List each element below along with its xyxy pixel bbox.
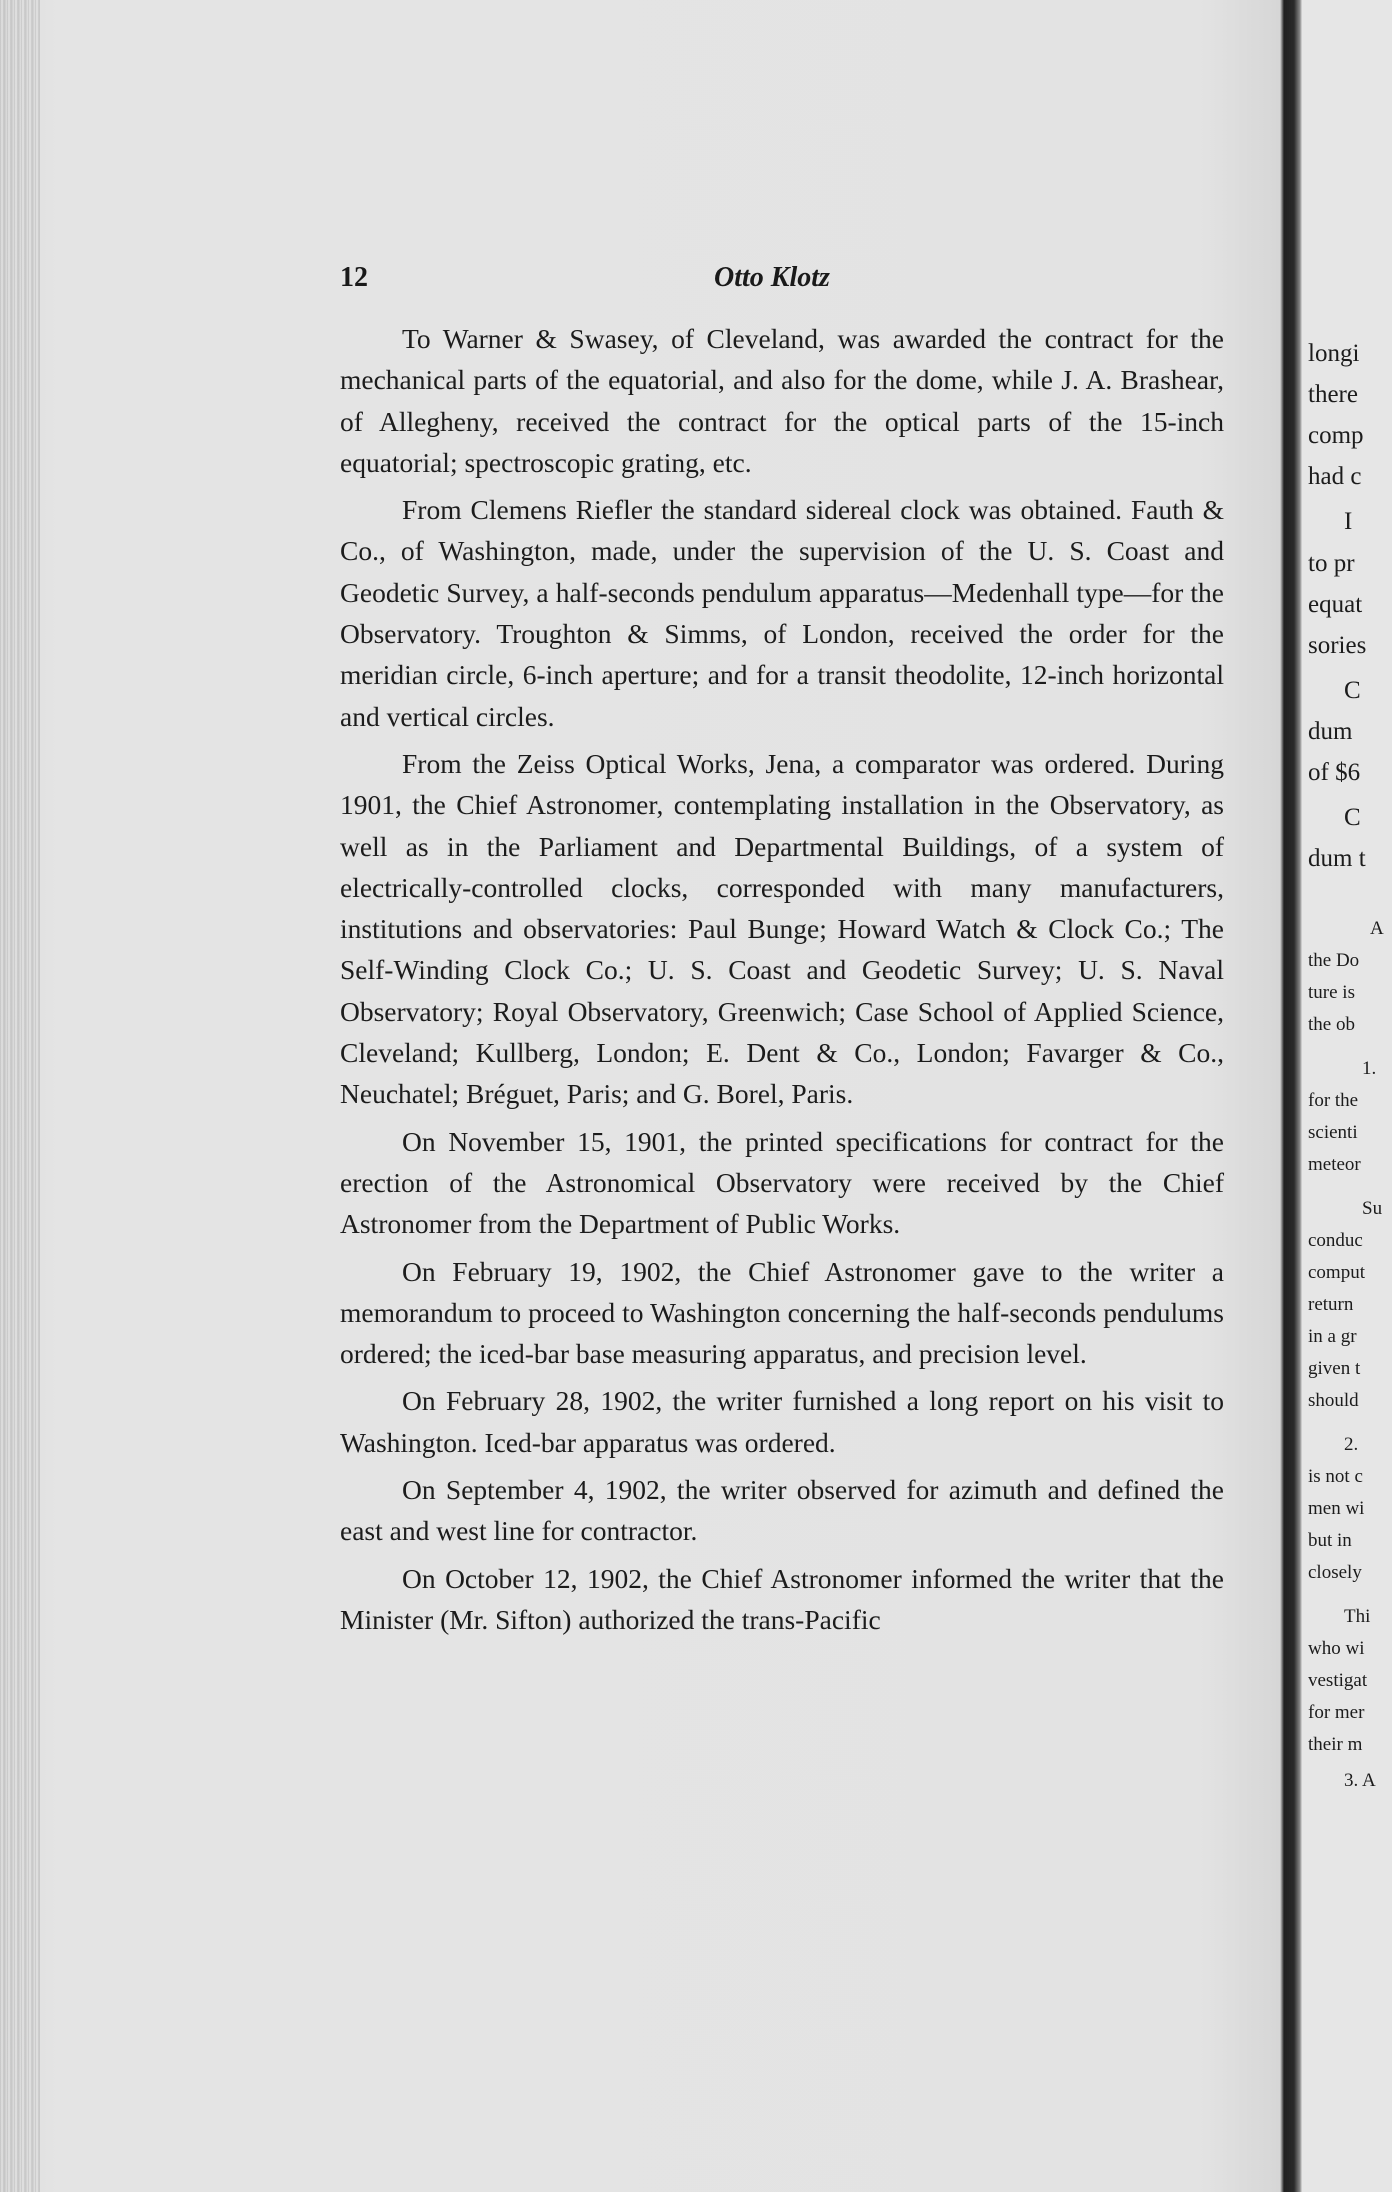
- facing-page-small-line: Su: [1362, 1198, 1383, 1219]
- facing-page-small-line: men wi: [1308, 1498, 1365, 1519]
- book-gutter: [1280, 0, 1302, 2192]
- paragraph-riefler-clock: From Clemens Riefler the standard sidereal clock was obtained. Fauth & Co., of Washington, made, under the supervision of the U. S. Coast and Geodetic Survey, a half-seconds pendulum apparatus—Medenhall type—for the Observatory. Troughton & Simms, of London, received the order for the meridian circle, 6-inch aperture; and for a transit theodolite, 12-inch horizontal and vertical circles.: [340, 494, 1224, 732]
- facing-page-small-line: given t: [1308, 1358, 1361, 1379]
- paragraph-october-1902: On October 12, 1902, the Chief Astronomer informed the writer that the Minister (Mr. Sifton) authorized the trans-Pacific: [340, 1562, 1224, 1635]
- facing-page-line: sories: [1308, 632, 1367, 659]
- facing-page-line: dum: [1308, 718, 1353, 745]
- facing-page-line: to pr: [1308, 550, 1355, 577]
- facing-page-small-line: comput: [1308, 1262, 1365, 1283]
- facing-page-line: equat: [1308, 591, 1363, 618]
- facing-page-line: had c: [1308, 463, 1362, 490]
- paragraph-warner-swasey: To Warner & Swasey, of Cleveland, was awarded the contract for the mechanical parts of the equatorial, and also for the dome, while J. A. Brashear, of Allegheny, received the contract for the optical parts of the 15-inch equatorial; spectroscopic grating, etc.: [340, 323, 1224, 478]
- facing-page-small-line: the ob: [1308, 1014, 1355, 1035]
- facing-page-small-line: 2.: [1344, 1434, 1359, 1455]
- paragraph-november-1901: On November 15, 1901, the printed specifications for contract for the erection of the Astronomical Observatory were received by the Chief Astronomer from the Department of Public Works.: [340, 1125, 1224, 1240]
- left-page-edge: [0, 0, 40, 2192]
- facing-page-small-line: conduc: [1308, 1230, 1363, 1251]
- facing-page-line: C: [1344, 804, 1361, 831]
- facing-page-small-line: meteor: [1308, 1154, 1361, 1175]
- facing-page-small-line: 3. A: [1344, 1770, 1376, 1791]
- facing-page-small-line: scienti: [1308, 1122, 1358, 1143]
- facing-page-line: there: [1308, 381, 1358, 408]
- facing-page-small-line: ture is: [1308, 982, 1355, 1003]
- facing-page-small-line: Thi: [1344, 1606, 1371, 1627]
- facing-page-small-line: is not c: [1308, 1466, 1363, 1487]
- facing-page-small-line: A: [1370, 918, 1384, 939]
- paragraph-february-19-1902: On February 19, 1902, the Chief Astronomer gave to the writer a memorandum to proceed to Washington concerning the half-seconds pendulums ordered; the iced-bar base measuring apparatus, and precision level.: [340, 1255, 1224, 1370]
- paragraph-february-28-1902: On February 28, 1902, the writer furnished a long report on his visit to Washington. Iced-bar apparatus was ordered.: [340, 1385, 1224, 1458]
- facing-page-line: of $6: [1308, 759, 1361, 786]
- facing-page-small-line: 1.: [1362, 1058, 1377, 1079]
- facing-page-small-line: their m: [1308, 1734, 1363, 1755]
- facing-page-small-line: in a gr: [1308, 1326, 1357, 1347]
- page-header: [340, 262, 1224, 302]
- facing-page: [1302, 0, 1392, 2192]
- facing-page-small-line: vestigat: [1308, 1670, 1368, 1691]
- facing-page-small-line: for the: [1308, 1090, 1359, 1111]
- body-text: [340, 318, 1224, 1640]
- running-head: Otto Klotz: [714, 262, 830, 293]
- page-number: 12: [340, 262, 368, 293]
- facing-page-line: C: [1344, 677, 1361, 704]
- paragraph-zeiss-comparator: From the Zeiss Optical Works, Jena, a comparator was ordered. During 1901, the Chief Astronomer, contemplating installation in the Observatory, as well as in the Parliament and Departmental Buildings, of a system of electrically-controlled clocks, corresponded with many manufacturers, institutions and observatories: Paul Bunge; Howard Watch & Clock Co.; The Self-Winding Clock Co.; U. S. Coast and Geodetic Survey; U. S. Naval Observatory; Royal Observatory, Greenwich; Case School of Applied Science, Cleveland; Kullberg, London; E. Dent & Co., London; Favarger & Co., Neuchatel; Bréguet, Paris; and G. Borel, Paris.: [340, 747, 1224, 1110]
- facing-page-small-line: who wi: [1308, 1638, 1365, 1659]
- paragraph-september-1902: On September 4, 1902, the writer observed for azimuth and defined the east and west line for contractor.: [340, 1474, 1224, 1547]
- facing-page-line: dum t: [1308, 845, 1366, 872]
- facing-page-small-line: for mer: [1308, 1702, 1365, 1723]
- facing-page-line: comp: [1308, 422, 1364, 449]
- facing-page-line: I: [1344, 508, 1353, 535]
- facing-page-line: longi: [1308, 340, 1360, 367]
- facing-page-small-line: closely: [1308, 1562, 1362, 1583]
- facing-page-small-line: return: [1308, 1294, 1354, 1315]
- facing-page-small-line: the Do: [1308, 950, 1360, 971]
- facing-page-small-line: but in: [1308, 1530, 1352, 1551]
- facing-page-small-line: should: [1308, 1390, 1359, 1411]
